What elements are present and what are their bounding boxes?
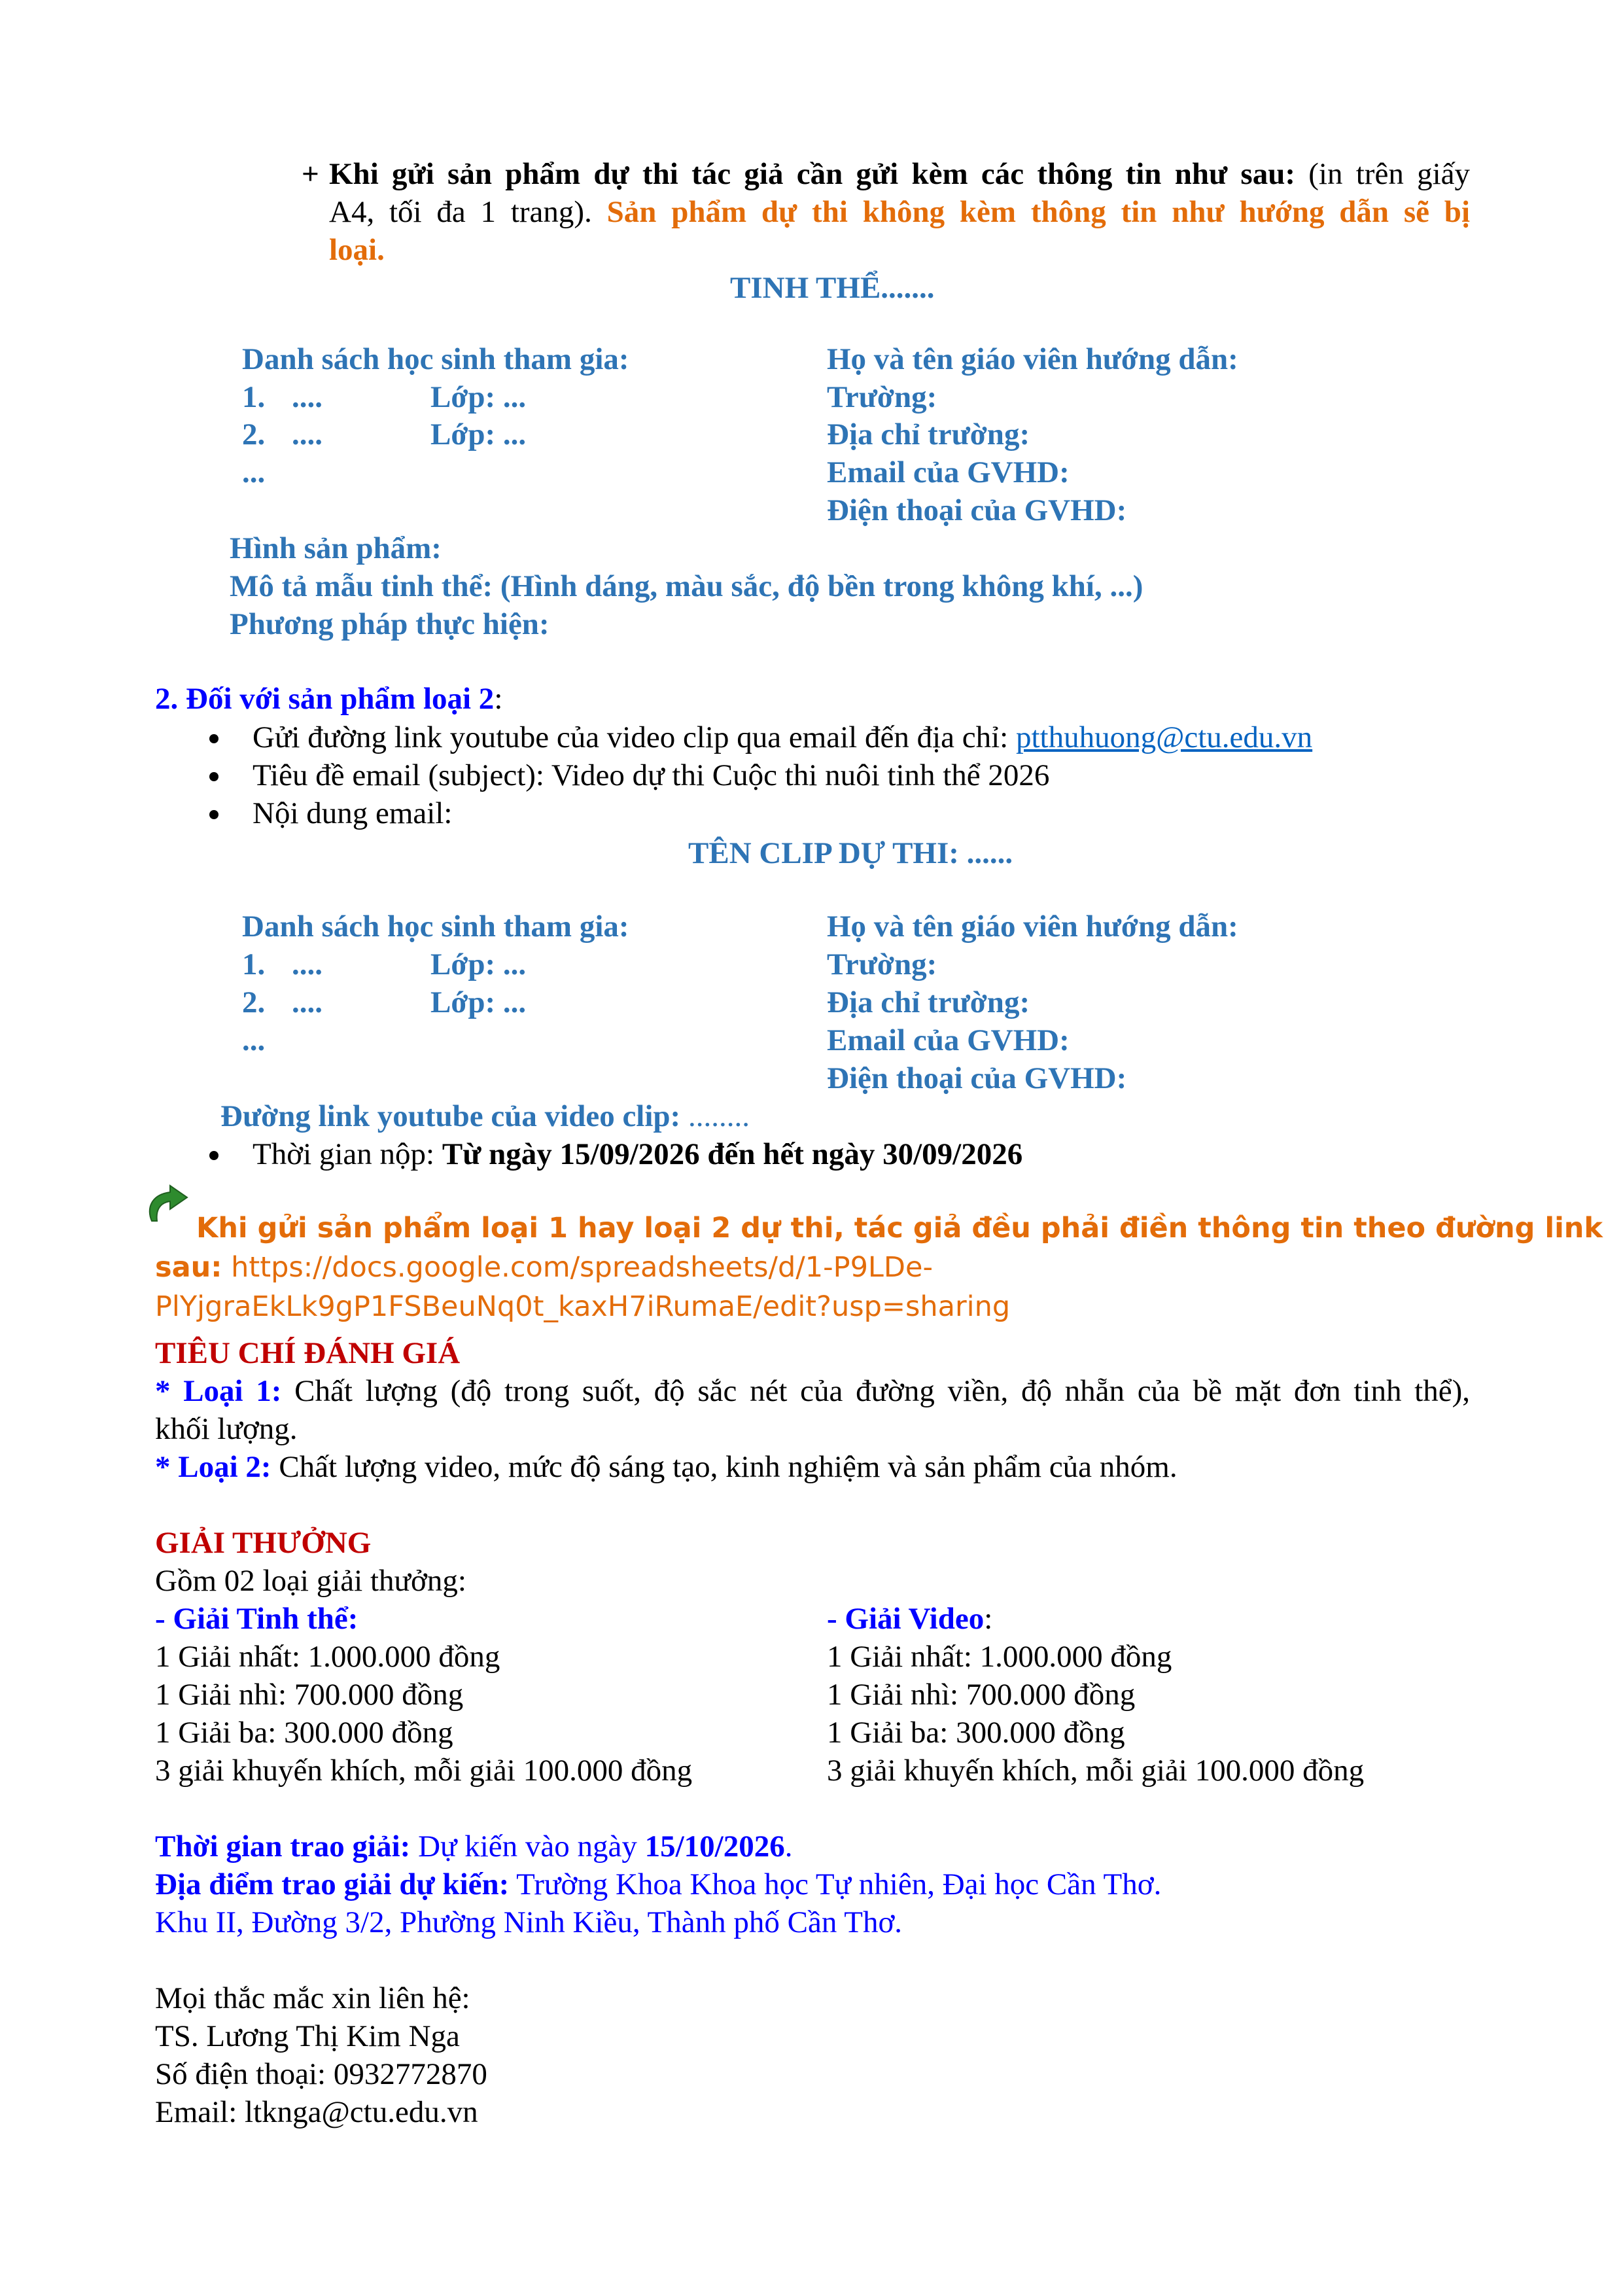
bullet-item-send-link: [253, 719, 1312, 756]
s1-student-more: ...: [242, 455, 266, 489]
bullet-icon: [209, 772, 218, 781]
s1-student-list-label: Danh sách học sinh tham gia:: [242, 342, 629, 376]
form-url-part-1[interactable]: https://docs.google.com/spreadsheets/d/1-P9LDe-: [222, 1251, 933, 1284]
criteria-type-2-text: Chất lượng video, mức độ sáng tạo, kinh nghiệm và sản phẩm của nhóm.: [271, 1450, 1178, 1484]
contact-phone: Số điện thoại: 0932772870: [155, 2057, 487, 2091]
plus-sign: +: [302, 157, 319, 191]
s1-student-1-number: 1.: [242, 380, 266, 414]
ceremony-place-line: [155, 1866, 1161, 1903]
contact-name: TS. Lương Thị Kim Nga: [155, 2019, 460, 2053]
video-prize-1: 1 Giải nhất: 1.000.000 đồng: [827, 1640, 1172, 1674]
s2-student-more: ...: [242, 1023, 266, 1057]
intro-bold: Khi gửi sản phẩm dự thi tác giả cần gửi kèm các thông tin như sau:: [329, 157, 1296, 191]
ceremony-time-line: [155, 1828, 793, 1865]
clip-heading: TÊN CLIP DỰ THI: ......: [688, 836, 1013, 870]
video-prize-3: 1 Giải ba: 300.000 đồng: [827, 1716, 1125, 1750]
video-prize-2: 1 Giải nhì: 700.000 đồng: [827, 1678, 1136, 1712]
ceremony-place-text: Trường Khoa Khoa học Tự nhiên, Đại học Cần Thơ.: [509, 1867, 1162, 1901]
intro-normal-b: A4, tối đa 1 trang).: [329, 195, 592, 229]
submission-time-label: Thời gian nộp:: [253, 1137, 442, 1171]
s2-student-list-label: Danh sách học sinh tham gia:: [242, 910, 629, 944]
s1-teacher-phone-label: Điện thoại của GVHD:: [827, 493, 1127, 527]
warning-text-b: loại.: [329, 233, 385, 267]
video-prize-title-line: [827, 1600, 992, 1637]
form-url-part-2[interactable]: PlYjgraEkLk9gP1FSBeuNq0t_kaxH7iRumaE/edit?usp=sharing: [155, 1290, 1011, 1323]
notice-line-2: [155, 1251, 933, 1285]
s2-student-1-class: Lớp: ...: [430, 947, 527, 981]
ceremony-address: Khu II, Đường 3/2, Phường Ninh Kiều, Thành phố Cần Thơ.: [155, 1905, 903, 1939]
crystal-prize-title: - Giải Tinh thể:: [155, 1602, 358, 1636]
crystal-heading: TINH THỂ.......: [730, 271, 935, 305]
s2-student-1-name: ....: [292, 947, 323, 981]
criteria-heading: TIÊU CHÍ ĐÁNH GIÁ: [155, 1336, 461, 1370]
youtube-link-line: [220, 1098, 750, 1135]
s1-teacher-name-label: Họ và tên giáo viên hướng dẫn:: [827, 342, 1238, 376]
bullet-icon: [209, 734, 218, 743]
bullet-icon: [209, 1151, 218, 1160]
s1-school-address-label: Địa chỉ trường:: [827, 417, 1030, 451]
criteria-type-1-label: * Loại 1:: [155, 1374, 282, 1408]
video-prize-title: - Giải Video: [827, 1602, 985, 1636]
contact-email-link[interactable]: ptthuhuong@ctu.edu.vn: [1015, 720, 1313, 754]
s2-school-address-label: Địa chỉ trường:: [827, 985, 1030, 1019]
criteria-type-2-label: * Loại 2:: [155, 1450, 271, 1484]
ceremony-time-end: .: [784, 1829, 793, 1863]
crystal-prize-4: 3 giải khuyến khích, mỗi giải 100.000 đồng: [155, 1754, 693, 1788]
s2-teacher-email-label: Email của GVHD:: [827, 1023, 1070, 1057]
s1-student-2-class: Lớp: ...: [430, 417, 527, 451]
s2-school-label: Trường:: [827, 947, 937, 981]
send-link-text: Gửi đường link youtube của video clip qua email đến địa chỉ:: [253, 720, 1016, 754]
s2-teacher-phone-label: Điện thoại của GVHD:: [827, 1061, 1127, 1095]
ceremony-time-text: Dự kiến vào ngày: [410, 1829, 645, 1863]
curved-arrow-icon: [144, 1183, 190, 1224]
bullet-item-submission-time: [253, 1136, 1022, 1173]
ceremony-time-label: Thời gian trao giải:: [155, 1829, 411, 1863]
criteria-type-2-line: [155, 1449, 1178, 1485]
method-label: Phương pháp thực hiện:: [230, 607, 550, 641]
intro-line-1: [329, 156, 1470, 192]
s2-student-2-class: Lớp: ...: [430, 985, 527, 1019]
section2-title: 2. Đối với sản phẩm loại 2: [155, 682, 495, 716]
contact-intro: Mọi thắc mắc xin liên hệ:: [155, 1981, 470, 2015]
crystal-description-label: Mô tả mẫu tinh thể: (Hình dáng, màu sắc, độ bền trong không khí, ...): [230, 569, 1143, 603]
ceremony-date: 15/10/2026: [644, 1829, 785, 1863]
submission-time-value: Từ ngày 15/09/2026 đến hết ngày 30/09/2026: [442, 1137, 1023, 1171]
s1-student-2-name: ....: [292, 417, 323, 451]
crystal-prize-1: 1 Giải nhất: 1.000.000 đồng: [155, 1640, 500, 1674]
criteria-type-1-line-2: khối lượng.: [155, 1412, 298, 1446]
youtube-link-dots: ........: [680, 1099, 750, 1133]
criteria-type-1-line-1: [155, 1373, 1470, 1409]
s1-student-1-name: ....: [292, 380, 323, 414]
bullet-item-content: Nội dung email:: [253, 796, 453, 830]
bullet-item-subject: Tiêu đề email (subject): Video dự thi Cuộc thi nuôi tinh thể 2026: [253, 758, 1050, 792]
prizes-heading: GIẢI THƯỞNG: [155, 1526, 372, 1560]
s2-teacher-name-label: Họ và tên giáo viên hướng dẫn:: [827, 910, 1238, 944]
s1-student-2-number: 2.: [242, 417, 266, 451]
s2-student-1-number: 1.: [242, 947, 266, 981]
criteria-type-1-text: Chất lượng (độ trong suốt, độ sắc nét của đường viền, độ nhẵn của bề mặt đơn tinh thể),: [281, 1374, 1470, 1408]
bullet-icon: [209, 810, 218, 819]
section2-heading: [155, 680, 502, 717]
intro-normal-a: (in trên giấy: [1308, 157, 1470, 191]
product-image-label: Hình sản phẩm:: [230, 531, 442, 565]
section2-colon: :: [494, 682, 503, 716]
youtube-link-label: Đường link youtube của video clip:: [220, 1099, 681, 1133]
s1-school-label: Trường:: [827, 380, 937, 414]
warning-text-a: Sản phẩm dự thi không kèm thông tin như hướng dẫn sẽ bị: [606, 195, 1471, 229]
video-prize-4: 3 giải khuyến khích, mỗi giải 100.000 đồng: [827, 1754, 1365, 1788]
intro-line-2: [329, 194, 1470, 230]
s1-teacher-email-label: Email của GVHD:: [827, 455, 1070, 489]
s1-student-1-class: Lớp: ...: [430, 380, 527, 414]
s2-student-2-name: ....: [292, 985, 323, 1019]
prizes-intro: Gồm 02 loại giải thưởng:: [155, 1564, 466, 1598]
ceremony-place-label: Địa điểm trao giải dự kiến:: [155, 1867, 510, 1901]
notice-text-a: Khi gửi sản phẩm loại 1 hay loại 2 dự thi, tác giả đều phải điền thông tin theo đường link: [196, 1212, 1603, 1245]
contact-email: Email: ltknga@ctu.edu.vn: [155, 2095, 478, 2129]
crystal-prize-3: 1 Giải ba: 300.000 đồng: [155, 1716, 453, 1750]
video-prize-colon: :: [984, 1602, 993, 1636]
crystal-prize-2: 1 Giải nhì: 700.000 đồng: [155, 1678, 464, 1712]
notice-text-b: sau:: [155, 1251, 222, 1284]
s2-student-2-number: 2.: [242, 985, 266, 1019]
